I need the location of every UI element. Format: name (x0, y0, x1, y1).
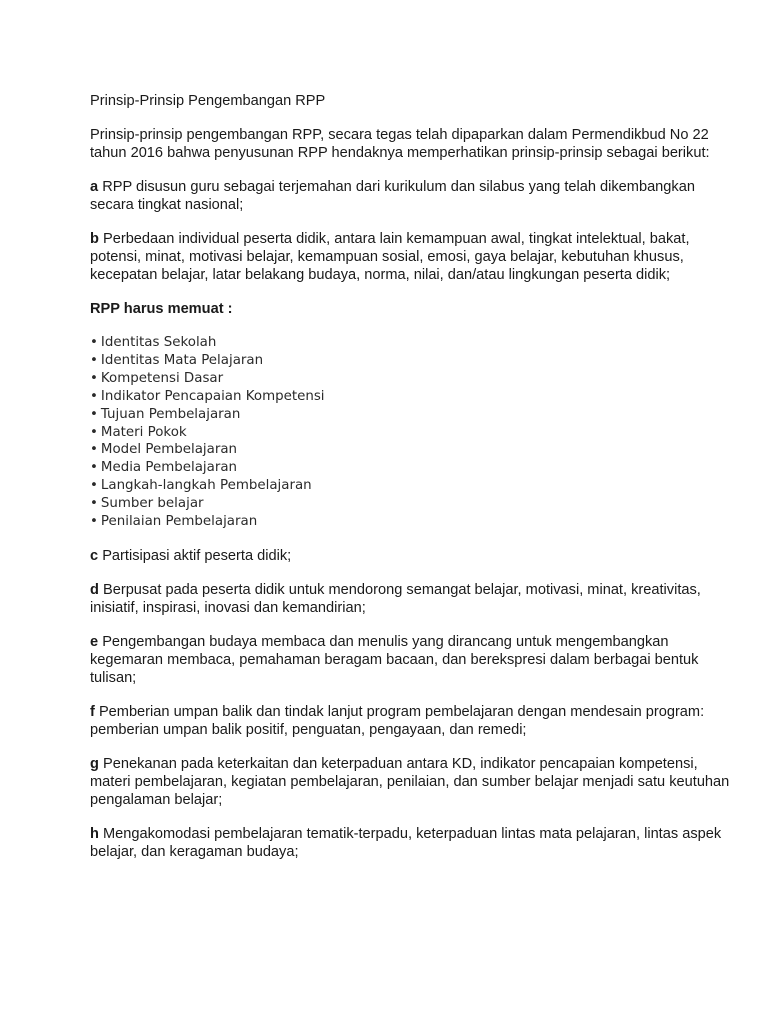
list-item: • Media Pembelajaran (90, 460, 238, 476)
point-text: Pemberian umpan balik dan tindak lanjut program pembelajaran dengan mendesain program: pemberian umpan balik positif, penguatan, pengayaan, dan remedi; (90, 703, 705, 738)
bullet-icon: • (90, 460, 98, 476)
list-item: • Langkah-langkah Pembelajaran (90, 478, 312, 494)
list-item: • Identitas Mata Pelajaran (90, 352, 264, 368)
point-letter: h (90, 825, 99, 842)
point-d (90, 581, 730, 617)
must-contain-heading: RPP harus memuat : (90, 301, 233, 317)
list-item: • Model Pembelajaran (90, 442, 238, 458)
point-letter: c (90, 547, 99, 564)
list-item: • Indikator Pencapaian Kompetensi (90, 388, 325, 404)
point-a (90, 178, 730, 214)
list-item: • Penilaian Pembelajaran (90, 514, 258, 530)
list-item: • Tujuan Pembelajaran (90, 406, 241, 422)
bullet-icon: • (90, 478, 98, 494)
point-letter: f (90, 703, 95, 720)
bullet-icon: • (90, 370, 98, 386)
point-text: Berpusat pada peserta didik untuk mendorong semangat belajar, motivasi, minat, kreativitas, inisiatif, inspirasi, inovasi dan kemandirian; (90, 581, 701, 616)
bullet-icon: • (90, 424, 98, 440)
list-item: • Sumber belajar (90, 496, 204, 512)
bullet-icon: • (90, 442, 98, 458)
list-item: • Kompetensi Dasar (90, 370, 224, 386)
bullet-icon: • (90, 496, 98, 512)
point-c (90, 547, 730, 565)
intro-paragraph: Prinsip-prinsip pengembangan RPP, secara tegas telah dipaparkan dalam Permendikbud No 22 tahun 2016 bahwa penyusunan RPP hendaknya memperhatikan prinsip-prinsip sebagai berikut: (90, 127, 710, 161)
list-item: • Identitas Sekolah (90, 335, 217, 350)
point-f (90, 703, 730, 739)
point-letter: e (90, 633, 99, 650)
point-letter: b (90, 231, 99, 247)
point-letter: a (90, 179, 99, 195)
point-g (90, 755, 730, 809)
must-contain-list (90, 334, 730, 531)
point-h (90, 825, 730, 861)
document-title: Prinsip-Prinsip Pengembangan RPP (90, 93, 326, 109)
bullet-icon: • (90, 388, 98, 404)
point-letter: d (90, 581, 99, 598)
point-text: Partisipasi aktif peserta didik; (102, 547, 292, 564)
point-letter: g (90, 755, 99, 772)
point-b (90, 230, 730, 284)
point-text: Penekanan pada keterkaitan dan keterpaduan antara KD, indikator pencapaian kompetensi, materi pembelajaran, kegiatan pembelajaran, penilaian, dan sumber belajar menjadi satu keutuhan pengalaman belajar; (90, 755, 730, 808)
bullet-icon: • (90, 335, 98, 350)
point-text: Mengakomodasi pembelajaran tematik-terpadu, keterpaduan lintas mata pelajaran, lintas aspek belajar, dan keragaman budaya; (90, 825, 722, 860)
list-item: • Materi Pokok (90, 424, 187, 440)
bullet-icon: • (90, 352, 98, 368)
point-text: RPP disusun guru sebagai terjemahan dari kurikulum dan silabus yang telah dikembangkan secara tingkat nasional; (90, 179, 695, 213)
point-text: Pengembangan budaya membaca dan menulis yang dirancang untuk mengembangkan kegemaran membaca, pemahaman beragam bacaan, dan berekspresi dalam berbagai bentuk tulisan; (90, 633, 699, 686)
bullet-icon: • (90, 514, 98, 530)
document-page (90, 92, 730, 877)
bullet-icon: • (90, 406, 98, 422)
point-text: Perbedaan individual peserta didik, antara lain kemampuan awal, tingkat intelektual, bakat, potensi, minat, motivasi belajar, kemampuan sosial, emosi, gaya belajar, kebutuhan khusus, kecepatan belajar, latar belakang budaya, norma, nilai, dan/atau lingkungan peserta didik; (90, 231, 690, 283)
point-e (90, 633, 730, 687)
